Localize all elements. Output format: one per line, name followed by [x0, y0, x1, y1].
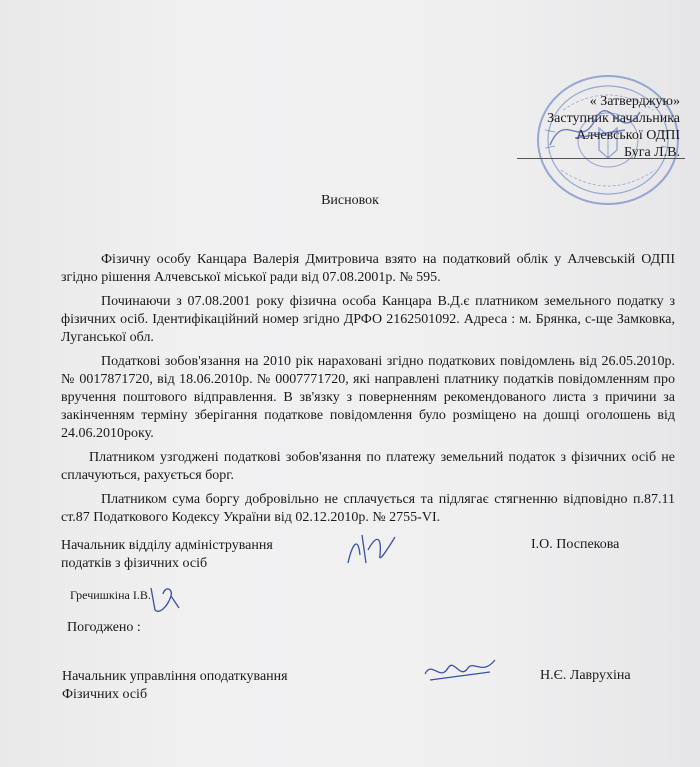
paragraph-4: Платником узгоджені податкові зобов'язання по платежу земельний податок з фізичних осіб не сплачуються, рахується борг. — [61, 450, 675, 483]
approval-position: Заступник начальника — [547, 111, 680, 126]
signature1-position-line2: податків з фізичних осіб — [61, 556, 208, 571]
paragraph-5: Платником сума боргу добровільно не сплачується та підлягає стягненню відповідно п.87.11 ст.87 Податкового Кодексу України від 02.12.2010р. № 2755-VI. — [61, 492, 675, 525]
paragraph-1: Фізичну особу Канцара Валерія Дмитровича взято на податковий облік у Алчевській ОДПІ згідно рішення Алчевської міської ради від 07.08.2001р. № 595. — [61, 252, 675, 285]
approval-heading: « Затверджую» — [589, 94, 680, 109]
agreed-label: Погоджено : — [67, 620, 141, 635]
paragraph-2: Починаючи з 07.08.2001 року фізична особа Канцара В.Д.є платником земельного податку з фізичних осіб. Ідентифікаційний номер згідно ДРФО 2162501092. Адреса : м. Брянка, с-ще Замковка, Луганської обл. — [61, 294, 675, 345]
signature2-mark — [420, 652, 500, 688]
executor-name: Гречишкіна І.В. — [70, 588, 151, 602]
approval-office: Алчевської ОДПІ — [576, 128, 680, 143]
executor-signature — [145, 578, 185, 618]
document-body — [61, 251, 675, 533]
approval-name: Буга Л.В. — [624, 145, 680, 160]
signature2-position — [62, 668, 288, 704]
signature2-position-line1: Начальник управління оподаткування — [62, 669, 288, 684]
signature1-position-line1: Начальник відділу адміністрування — [61, 538, 273, 553]
signature2-name: Н.Є. Лаврухіна — [540, 668, 631, 683]
paragraph-3: Податкові зобов'язання на 2010 рік нараховані згідно податкових повідомлень від 26.05.2010р. № 0017871720, від 18.06.2010р. № 0007771720, які направлені платнику податків повідомленням про вручення поштового відправлення. В зв'язку з поверненням рекомендованого листа з причини за закінченням терміну зберігання податкове повідомлення було розміщено на дошці оголошень від 24.06.2010року. — [61, 354, 675, 441]
signature1-mark — [340, 525, 400, 570]
approval-signature — [545, 100, 655, 160]
signature2-position-line2: Фізичних осіб — [62, 687, 148, 702]
signature1-position — [61, 537, 273, 573]
signature1-name: І.О. Поспекова — [531, 537, 620, 552]
document-title: Висновок — [321, 193, 379, 208]
